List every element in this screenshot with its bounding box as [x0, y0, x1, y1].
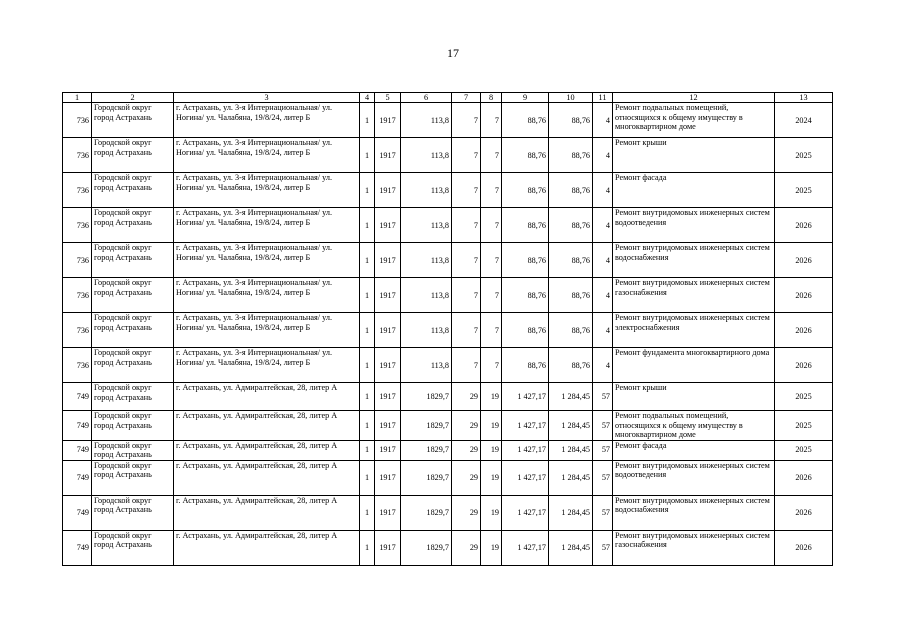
area-cell: 113,8	[401, 348, 452, 383]
col9-cell: 1 427,17	[502, 460, 549, 495]
address-cell: г. Астрахань, ул. Адмиралтейская, 28, литер А	[174, 440, 360, 460]
work-type-cell: Ремонт крыши	[613, 383, 775, 411]
house-id-cell: 749	[63, 460, 92, 495]
col9-cell: 88,76	[502, 313, 549, 348]
col7-cell: 29	[452, 383, 481, 411]
area-cell: 1829,7	[401, 440, 452, 460]
year-cell: 1917	[375, 495, 401, 530]
house-id-cell: 749	[63, 383, 92, 411]
table-row	[63, 103, 833, 138]
table-row	[63, 138, 833, 173]
address-cell: г. Астрахань, ул. 3-я Интернациональная/ ул. Ногина/ ул. Чалабяна, 19/8/24, литер Б	[174, 208, 360, 243]
year-planned-cell: 2025	[775, 138, 833, 173]
col10-cell: 1 284,45	[549, 530, 593, 565]
column-header: 11	[593, 93, 613, 103]
area-cell: 1829,7	[401, 460, 452, 495]
area-cell: 1829,7	[401, 411, 452, 440]
area-cell: 1829,7	[401, 495, 452, 530]
col9-cell: 88,76	[502, 208, 549, 243]
col9-cell: 1 427,17	[502, 411, 549, 440]
col8-cell: 19	[481, 411, 502, 440]
repair-schedule-table	[62, 92, 833, 566]
work-type-cell: Ремонт внутридомовых инженерных систем газоснабжения	[613, 530, 775, 565]
col4-cell: 1	[360, 383, 375, 411]
col7-cell: 7	[452, 173, 481, 208]
house-id-cell: 749	[63, 411, 92, 440]
work-type-cell: Ремонт крыши	[613, 138, 775, 173]
year-planned-cell: 2026	[775, 243, 833, 278]
year-cell: 1917	[375, 440, 401, 460]
municipality-cell: Городской округ город Астрахань	[92, 138, 174, 173]
area-cell: 1829,7	[401, 530, 452, 565]
address-cell: г. Астрахань, ул. Адмиралтейская, 28, литер А	[174, 495, 360, 530]
col7-cell: 29	[452, 411, 481, 440]
table-row	[63, 495, 833, 530]
table-row	[63, 383, 833, 411]
municipality-cell: Городской округ город Астрахань	[92, 495, 174, 530]
col8-cell: 7	[481, 173, 502, 208]
table-row	[63, 440, 833, 460]
year-planned-cell: 2025	[775, 383, 833, 411]
address-cell: г. Астрахань, ул. 3-я Интернациональная/ ул. Ногина/ ул. Чалабяна, 19/8/24, литер Б	[174, 278, 360, 313]
col7-cell: 7	[452, 243, 481, 278]
area-cell: 1829,7	[401, 383, 452, 411]
col4-cell: 1	[360, 208, 375, 243]
col9-cell: 1 427,17	[502, 530, 549, 565]
column-header: 4	[360, 93, 375, 103]
area-cell: 113,8	[401, 173, 452, 208]
table-row	[63, 411, 833, 440]
year-planned-cell: 2025	[775, 173, 833, 208]
table-row	[63, 313, 833, 348]
year-cell: 1917	[375, 208, 401, 243]
year-planned-cell: 2025	[775, 411, 833, 440]
col9-cell: 1 427,17	[502, 495, 549, 530]
table-row	[63, 278, 833, 313]
house-id-cell: 736	[63, 138, 92, 173]
header-row	[63, 93, 833, 103]
col4-cell: 1	[360, 440, 375, 460]
work-type-cell: Ремонт внутридомовых инженерных систем водоотведения	[613, 208, 775, 243]
col7-cell: 7	[452, 313, 481, 348]
work-type-cell: Ремонт подвальных помещений, относящихся к общему имуществу в многоквартирном доме	[613, 103, 775, 138]
municipality-cell: Городской округ город Астрахань	[92, 313, 174, 348]
col4-cell: 1	[360, 103, 375, 138]
table-row	[63, 208, 833, 243]
column-header: 2	[92, 93, 174, 103]
house-id-cell: 736	[63, 313, 92, 348]
col11-cell: 4	[593, 208, 613, 243]
col7-cell: 7	[452, 278, 481, 313]
col11-cell: 4	[593, 313, 613, 348]
address-cell: г. Астрахань, ул. Адмиралтейская, 28, литер А	[174, 530, 360, 565]
column-header: 9	[502, 93, 549, 103]
col10-cell: 88,76	[549, 208, 593, 243]
col9-cell: 88,76	[502, 278, 549, 313]
col8-cell: 7	[481, 208, 502, 243]
year-cell: 1917	[375, 460, 401, 495]
column-header: 12	[613, 93, 775, 103]
col8-cell: 7	[481, 348, 502, 383]
house-id-cell: 749	[63, 440, 92, 460]
col7-cell: 7	[452, 138, 481, 173]
column-header: 13	[775, 93, 833, 103]
area-cell: 113,8	[401, 313, 452, 348]
col10-cell: 1 284,45	[549, 460, 593, 495]
col11-cell: 57	[593, 411, 613, 440]
year-cell: 1917	[375, 411, 401, 440]
area-cell: 113,8	[401, 103, 452, 138]
col11-cell: 4	[593, 243, 613, 278]
house-id-cell: 749	[63, 530, 92, 565]
year-cell: 1917	[375, 348, 401, 383]
year-planned-cell: 2026	[775, 208, 833, 243]
year-planned-cell: 2026	[775, 278, 833, 313]
work-type-cell: Ремонт подвальных помещений, относящихся к общему имуществу в многоквартирном доме	[613, 411, 775, 440]
col7-cell: 29	[452, 460, 481, 495]
page-number: 17	[447, 46, 459, 60]
col10-cell: 1 284,45	[549, 383, 593, 411]
work-type-cell: Ремонт внутридомовых инженерных систем газоснабжения	[613, 278, 775, 313]
year-planned-cell: 2026	[775, 530, 833, 565]
col10-cell: 88,76	[549, 103, 593, 138]
column-header: 8	[481, 93, 502, 103]
area-cell: 113,8	[401, 278, 452, 313]
area-cell: 113,8	[401, 208, 452, 243]
col11-cell: 4	[593, 348, 613, 383]
col8-cell: 7	[481, 103, 502, 138]
municipality-cell: Городской округ город Астрахань	[92, 440, 174, 460]
year-planned-cell: 2026	[775, 460, 833, 495]
year-planned-cell: 2025	[775, 440, 833, 460]
house-id-cell: 736	[63, 103, 92, 138]
col10-cell: 1 284,45	[549, 495, 593, 530]
col9-cell: 88,76	[502, 243, 549, 278]
column-header: 5	[375, 93, 401, 103]
year-cell: 1917	[375, 278, 401, 313]
house-id-cell: 749	[63, 495, 92, 530]
table-body	[63, 103, 833, 565]
col11-cell: 57	[593, 495, 613, 530]
col4-cell: 1	[360, 460, 375, 495]
municipality-cell: Городской округ город Астрахань	[92, 173, 174, 208]
col9-cell: 88,76	[502, 348, 549, 383]
municipality-cell: Городской округ город Астрахань	[92, 411, 174, 440]
col7-cell: 7	[452, 103, 481, 138]
col11-cell: 57	[593, 530, 613, 565]
col10-cell: 88,76	[549, 348, 593, 383]
col11-cell: 4	[593, 138, 613, 173]
col11-cell: 57	[593, 383, 613, 411]
column-header: 3	[174, 93, 360, 103]
year-cell: 1917	[375, 313, 401, 348]
col9-cell: 88,76	[502, 173, 549, 208]
table-row	[63, 530, 833, 565]
work-type-cell: Ремонт фундамента многоквартирного дома	[613, 348, 775, 383]
col4-cell: 1	[360, 348, 375, 383]
col7-cell: 7	[452, 208, 481, 243]
col10-cell: 1 284,45	[549, 440, 593, 460]
column-header: 6	[401, 93, 452, 103]
col7-cell: 7	[452, 348, 481, 383]
col9-cell: 88,76	[502, 103, 549, 138]
col7-cell: 29	[452, 495, 481, 530]
col4-cell: 1	[360, 411, 375, 440]
col10-cell: 88,76	[549, 243, 593, 278]
col4-cell: 1	[360, 495, 375, 530]
col9-cell: 88,76	[502, 138, 549, 173]
col8-cell: 19	[481, 440, 502, 460]
work-type-cell: Ремонт внутридомовых инженерных систем электроснабжения	[613, 313, 775, 348]
address-cell: г. Астрахань, ул. Адмиралтейская, 28, литер А	[174, 411, 360, 440]
col8-cell: 7	[481, 313, 502, 348]
house-id-cell: 736	[63, 348, 92, 383]
col4-cell: 1	[360, 530, 375, 565]
address-cell: г. Астрахань, ул. 3-я Интернациональная/ ул. Ногина/ ул. Чалабяна, 19/8/24, литер Б	[174, 348, 360, 383]
col8-cell: 19	[481, 383, 502, 411]
work-type-cell: Ремонт внутридомовых инженерных систем водоснабжения	[613, 495, 775, 530]
year-cell: 1917	[375, 173, 401, 208]
municipality-cell: Городской округ город Астрахань	[92, 383, 174, 411]
year-cell: 1917	[375, 103, 401, 138]
year-planned-cell: 2026	[775, 495, 833, 530]
table-row	[63, 348, 833, 383]
col10-cell: 88,76	[549, 138, 593, 173]
col4-cell: 1	[360, 173, 375, 208]
column-header: 1	[63, 93, 92, 103]
col9-cell: 1 427,17	[502, 383, 549, 411]
col10-cell: 88,76	[549, 278, 593, 313]
municipality-cell: Городской округ город Астрахань	[92, 208, 174, 243]
year-planned-cell: 2026	[775, 313, 833, 348]
municipality-cell: Городской округ город Астрахань	[92, 243, 174, 278]
year-cell: 1917	[375, 243, 401, 278]
col11-cell: 4	[593, 278, 613, 313]
municipality-cell: Городской округ город Астрахань	[92, 278, 174, 313]
year-planned-cell: 2026	[775, 348, 833, 383]
municipality-cell: Городской округ город Астрахань	[92, 103, 174, 138]
municipality-cell: Городской округ город Астрахань	[92, 530, 174, 565]
municipality-cell: Городской округ город Астрахань	[92, 348, 174, 383]
col4-cell: 1	[360, 313, 375, 348]
column-header: 7	[452, 93, 481, 103]
address-cell: г. Астрахань, ул. 3-я Интернациональная/ ул. Ногина/ ул. Чалабяна, 19/8/24, литер Б	[174, 138, 360, 173]
col11-cell: 57	[593, 440, 613, 460]
col11-cell: 4	[593, 173, 613, 208]
col8-cell: 19	[481, 495, 502, 530]
year-cell: 1917	[375, 383, 401, 411]
work-type-cell: Ремонт фасада	[613, 440, 775, 460]
year-planned-cell: 2024	[775, 103, 833, 138]
col8-cell: 19	[481, 530, 502, 565]
address-cell: г. Астрахань, ул. Адмиралтейская, 28, литер А	[174, 383, 360, 411]
column-header: 10	[549, 93, 593, 103]
col7-cell: 29	[452, 440, 481, 460]
col11-cell: 4	[593, 103, 613, 138]
address-cell: г. Астрахань, ул. 3-я Интернациональная/ ул. Ногина/ ул. Чалабяна, 19/8/24, литер Б	[174, 103, 360, 138]
address-cell: г. Астрахань, ул. Адмиралтейская, 28, литер А	[174, 460, 360, 495]
table-row	[63, 243, 833, 278]
address-cell: г. Астрахань, ул. 3-я Интернациональная/ ул. Ногина/ ул. Чалабяна, 19/8/24, литер Б	[174, 243, 360, 278]
house-id-cell: 736	[63, 278, 92, 313]
address-cell: г. Астрахань, ул. 3-я Интернациональная/ ул. Ногина/ ул. Чалабяна, 19/8/24, литер Б	[174, 173, 360, 208]
col4-cell: 1	[360, 243, 375, 278]
col10-cell: 88,76	[549, 313, 593, 348]
year-cell: 1917	[375, 530, 401, 565]
house-id-cell: 736	[63, 243, 92, 278]
col8-cell: 7	[481, 138, 502, 173]
col8-cell: 19	[481, 460, 502, 495]
municipality-cell: Городской округ город Астрахань	[92, 460, 174, 495]
area-cell: 113,8	[401, 243, 452, 278]
col8-cell: 7	[481, 278, 502, 313]
col9-cell: 1 427,17	[502, 440, 549, 460]
work-type-cell: Ремонт внутридомовых инженерных систем водоотведения	[613, 460, 775, 495]
work-type-cell: Ремонт внутридомовых инженерных систем водоснабжения	[613, 243, 775, 278]
year-cell: 1917	[375, 138, 401, 173]
col10-cell: 88,76	[549, 173, 593, 208]
house-id-cell: 736	[63, 208, 92, 243]
area-cell: 113,8	[401, 138, 452, 173]
table-row	[63, 173, 833, 208]
address-cell: г. Астрахань, ул. 3-я Интернациональная/ ул. Ногина/ ул. Чалабяна, 19/8/24, литер Б	[174, 313, 360, 348]
col4-cell: 1	[360, 138, 375, 173]
work-type-cell: Ремонт фасада	[613, 173, 775, 208]
col4-cell: 1	[360, 278, 375, 313]
col11-cell: 57	[593, 460, 613, 495]
col10-cell: 1 284,45	[549, 411, 593, 440]
house-id-cell: 736	[63, 173, 92, 208]
col7-cell: 29	[452, 530, 481, 565]
table-row	[63, 460, 833, 495]
col8-cell: 7	[481, 243, 502, 278]
